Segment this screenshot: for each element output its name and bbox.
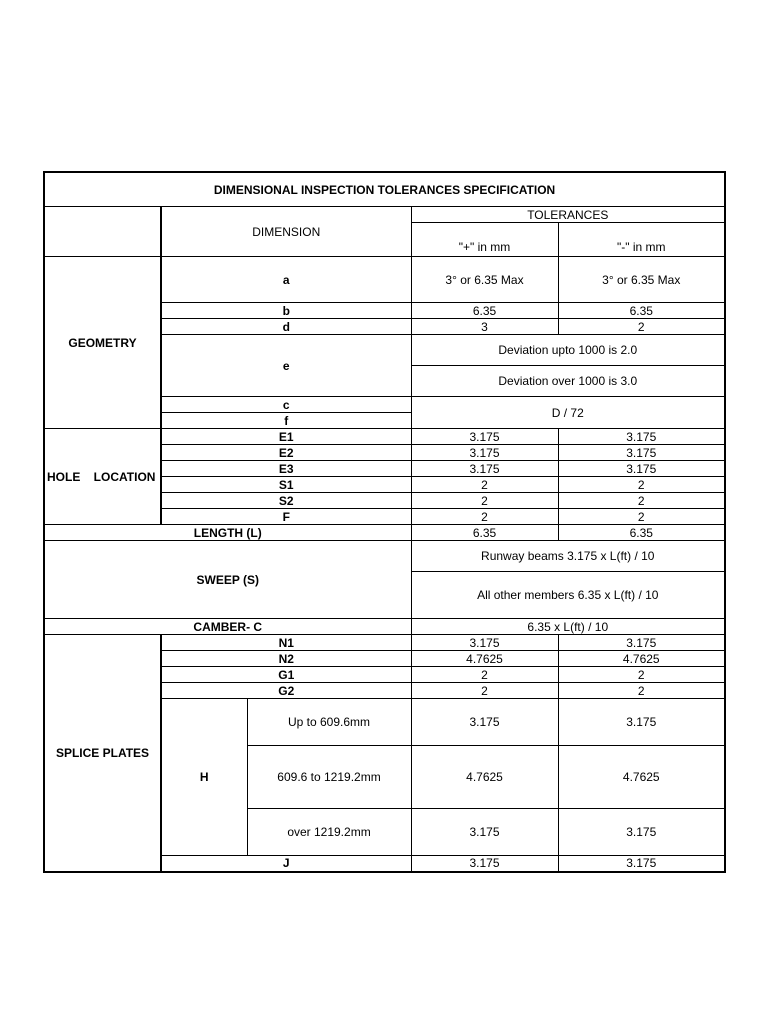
dim-e: e	[161, 335, 411, 397]
sweep-label: SWEEP (S)	[44, 541, 411, 619]
header-blank	[44, 207, 161, 257]
dim-n2: N2	[161, 651, 411, 667]
sweep-line2: All other members 6.35 x L(ft) / 10	[411, 572, 725, 619]
plus-s2: 2	[411, 493, 558, 509]
camber-label: CAMBER- C	[44, 619, 411, 635]
minus-h3: 3.175	[558, 809, 725, 856]
cf-value: D / 72	[411, 397, 725, 429]
dim-g1: G1	[161, 667, 411, 683]
geometry-label: GEOMETRY	[44, 257, 161, 429]
minus-g2: 2	[558, 683, 725, 699]
plus-e1: 3.175	[411, 429, 558, 445]
minus-g1: 2	[558, 667, 725, 683]
plus-j: 3.175	[411, 856, 558, 872]
plus-g2: 2	[411, 683, 558, 699]
plus-n2: 4.7625	[411, 651, 558, 667]
dim-a: a	[161, 257, 411, 303]
header-plus: "+" in mm	[411, 223, 558, 257]
dim-c: c	[161, 397, 411, 413]
plus-a: 3° or 6.35 Max	[411, 257, 558, 303]
h-range-2: 609.6 to 1219.2mm	[247, 746, 411, 809]
table-row	[44, 619, 725, 635]
header-dimension: DIMENSION	[161, 207, 411, 257]
table-row	[44, 525, 725, 541]
table-row	[44, 541, 725, 572]
tolerance-table	[43, 171, 726, 873]
splice-plates-label: SPLICE PLATES	[44, 635, 161, 872]
minus-h2: 4.7625	[558, 746, 725, 809]
plus-f-hole: 2	[411, 509, 558, 525]
e-line1: Deviation upto 1000 is 2.0	[411, 335, 725, 366]
plus-e2: 3.175	[411, 445, 558, 461]
dim-f: f	[161, 413, 411, 429]
plus-e3: 3.175	[411, 461, 558, 477]
dim-e3: E3	[161, 461, 411, 477]
e-line2: Deviation over 1000 is 3.0	[411, 366, 725, 397]
header-minus: "-" in mm	[558, 223, 725, 257]
dim-f-hole: F	[161, 509, 411, 525]
minus-e3: 3.175	[558, 461, 725, 477]
minus-f-hole: 2	[558, 509, 725, 525]
dim-d: d	[161, 319, 411, 335]
dim-s1: S1	[161, 477, 411, 493]
minus-b: 6.35	[558, 303, 725, 319]
camber-value: 6.35 x L(ft) / 10	[411, 619, 725, 635]
table-row	[44, 429, 725, 445]
dim-e2: E2	[161, 445, 411, 461]
dim-h: H	[161, 699, 247, 856]
minus-a: 3° or 6.35 Max	[558, 257, 725, 303]
dim-g2: G2	[161, 683, 411, 699]
minus-s1: 2	[558, 477, 725, 493]
plus-s1: 2	[411, 477, 558, 493]
length-plus: 6.35	[411, 525, 558, 541]
dim-j: J	[161, 856, 411, 872]
plus-d: 3	[411, 319, 558, 335]
dim-b: b	[161, 303, 411, 319]
plus-b: 6.35	[411, 303, 558, 319]
minus-e1: 3.175	[558, 429, 725, 445]
title-row	[44, 172, 725, 207]
plus-h1: 3.175	[411, 699, 558, 746]
dim-n1: N1	[161, 635, 411, 651]
sweep-line1: Runway beams 3.175 x L(ft) / 10	[411, 541, 725, 572]
table-row	[44, 635, 725, 651]
minus-s2: 2	[558, 493, 725, 509]
table-row	[44, 257, 725, 303]
header-row	[44, 207, 725, 223]
minus-d: 2	[558, 319, 725, 335]
minus-n1: 3.175	[558, 635, 725, 651]
dim-e1: E1	[161, 429, 411, 445]
h-range-1: Up to 609.6mm	[247, 699, 411, 746]
plus-h2: 4.7625	[411, 746, 558, 809]
hole-location-label: HOLE LOCATION	[44, 429, 161, 525]
minus-e2: 3.175	[558, 445, 725, 461]
header-tolerances: TOLERANCES	[411, 207, 725, 223]
dim-s2: S2	[161, 493, 411, 509]
plus-g1: 2	[411, 667, 558, 683]
minus-n2: 4.7625	[558, 651, 725, 667]
table-title: DIMENSIONAL INSPECTION TOLERANCES SPECIFICATION	[44, 172, 725, 207]
plus-h3: 3.175	[411, 809, 558, 856]
h-range-3: over 1219.2mm	[247, 809, 411, 856]
length-label: LENGTH (L)	[44, 525, 411, 541]
length-minus: 6.35	[558, 525, 725, 541]
plus-n1: 3.175	[411, 635, 558, 651]
minus-j: 3.175	[558, 856, 725, 872]
minus-h1: 3.175	[558, 699, 725, 746]
